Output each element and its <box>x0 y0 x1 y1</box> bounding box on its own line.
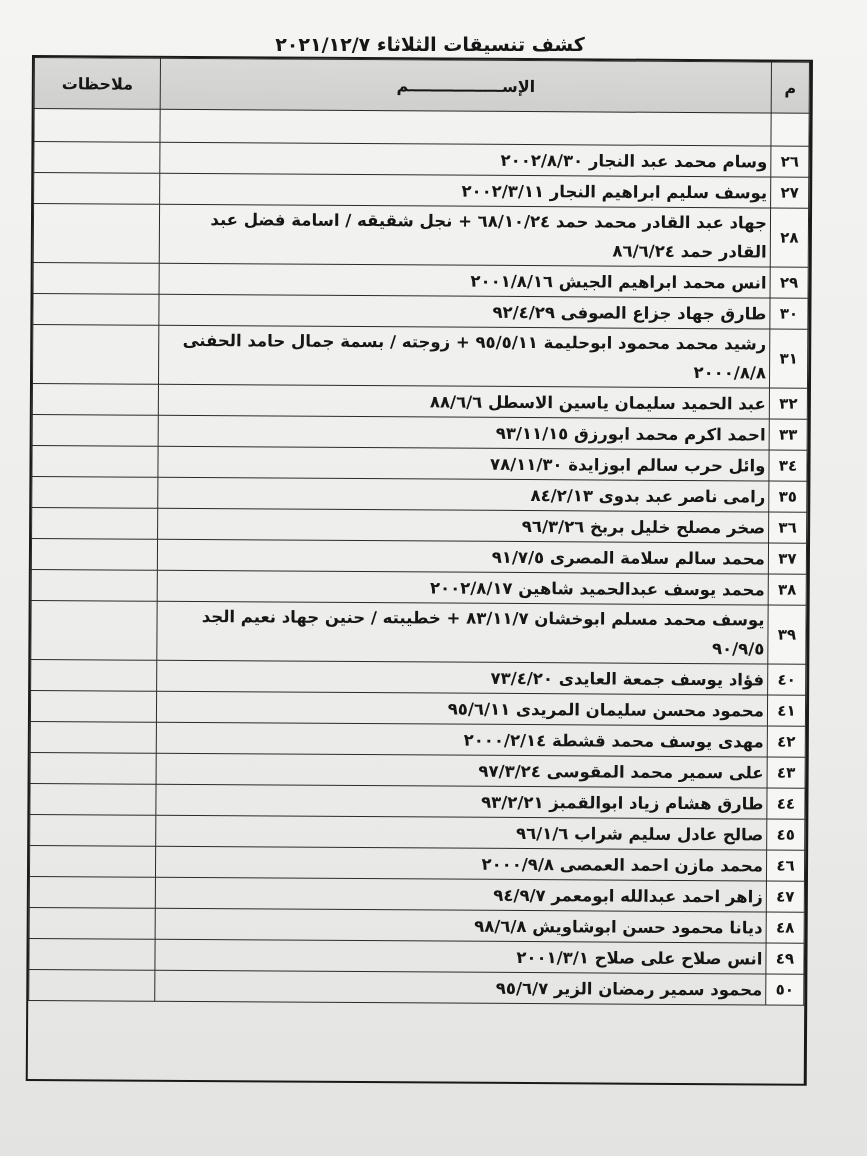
spacer-cell <box>771 113 809 146</box>
row-notes <box>33 204 160 264</box>
spacer-cell <box>34 109 160 143</box>
row-number: ٣٣ <box>769 419 807 450</box>
table-row <box>30 722 805 758</box>
table-row <box>31 539 806 575</box>
row-number: ٥٠ <box>766 974 804 1005</box>
row-notes <box>29 876 155 908</box>
row-name: وائل حرب سالم ابوزايدة ٧٨/١١/٣٠ <box>158 446 769 481</box>
row-name: ديانا محمود حسن ابوشاويش ٩٨/٦/٨ <box>155 908 766 943</box>
row-notes <box>30 784 156 816</box>
row-number: ٣٨ <box>768 574 806 605</box>
table-row <box>34 142 809 178</box>
row-notes <box>30 815 156 847</box>
row-number: ٤٨ <box>766 912 804 943</box>
row-number: ٢٩ <box>770 267 808 298</box>
row-notes <box>30 722 156 754</box>
row-name: جهاد عبد القادر محمد حمد ٦٨/١٠/٢٤ + نجل شقيقه / اسامة فضل عبد القادر حمد ٨٦/٦/٢٤ <box>159 204 770 267</box>
row-notes <box>30 753 156 785</box>
row-notes <box>34 173 160 205</box>
table-row <box>32 384 807 420</box>
row-notes <box>32 508 158 540</box>
row-name: زاهر احمد عبدالله ابومعمر ٩٤/٩/٧ <box>155 877 766 912</box>
table-row <box>29 969 804 1005</box>
row-notes <box>29 846 155 878</box>
table-row <box>31 570 806 606</box>
table-row <box>31 601 806 665</box>
row-number: ٤٤ <box>767 788 805 819</box>
row-notes <box>32 384 158 416</box>
table-row <box>30 815 805 851</box>
names-table <box>28 57 810 1006</box>
table-body <box>29 109 809 1006</box>
row-name: احمد اكرم محمد ابورزق ٩٣/١١/١٥ <box>158 415 769 450</box>
list-table-frame <box>26 55 813 1086</box>
row-name: محمود سمير رمضان الزير ٩٥/٦/٧ <box>155 970 766 1005</box>
row-notes <box>31 660 157 692</box>
row-number: ٤٥ <box>767 819 805 850</box>
row-name: على سمير محمد المقوسى ٩٧/٣/٢٤ <box>156 753 767 788</box>
table-row <box>33 294 808 330</box>
row-notes <box>31 570 157 602</box>
row-number: ٣٥ <box>769 481 807 512</box>
row-name: رامى ناصر عبد بدوى ٨٤/٢/١٣ <box>158 477 769 512</box>
row-name: انس محمد ابراهيم الجيش ٢٠٠١/٨/١٦ <box>159 263 770 298</box>
row-name: انس صلاح على صلاح ٢٠٠١/٣/١ <box>155 939 766 974</box>
row-number: ٣٠ <box>770 298 808 329</box>
row-number: ٣٤ <box>769 450 807 481</box>
row-notes <box>29 938 155 970</box>
row-number: ٤٢ <box>767 726 805 757</box>
spacer-cell <box>160 109 771 146</box>
table-row <box>29 846 804 882</box>
table-header-row <box>34 58 809 114</box>
row-number: ٢٧ <box>771 177 809 208</box>
row-notes <box>30 691 156 723</box>
row-name: صخر مصلح خليل بربخ ٩٦/٣/٢٦ <box>158 508 769 543</box>
table-row <box>30 753 805 789</box>
row-name: فؤاد يوسف جمعة العايدى ٧٣/٤/٢٠ <box>157 660 768 695</box>
row-notes <box>32 477 158 509</box>
row-name: وسام محمد عبد النجار ٢٠٠٢/٨/٣٠ <box>160 142 771 177</box>
header-notes: ملاحظات <box>34 58 160 110</box>
row-name: عبد الحميد سليمان ياسين الاسطل ٨٨/٦/٦ <box>158 384 769 419</box>
row-number: ٣٧ <box>768 543 806 574</box>
row-number: ٣٩ <box>768 605 806 664</box>
row-number: ٣٢ <box>769 388 807 419</box>
row-notes <box>29 907 155 939</box>
table-row <box>30 691 805 727</box>
table-row <box>34 173 809 209</box>
row-number: ٤٣ <box>767 757 805 788</box>
row-name: محمد سالم سلامة المصرى ٩١/٧/٥ <box>158 539 769 574</box>
table-row <box>32 415 807 451</box>
table-row <box>29 938 804 974</box>
table-row <box>31 660 806 696</box>
row-notes <box>33 263 159 295</box>
row-number: ٤١ <box>767 695 805 726</box>
row-name: صالح عادل سليم شراب ٩٦/١/٦ <box>156 815 767 850</box>
row-notes <box>32 415 158 447</box>
table-row <box>32 325 807 389</box>
row-number: ٤٠ <box>768 664 806 695</box>
table-row <box>30 784 805 820</box>
row-number: ٤٧ <box>766 881 804 912</box>
row-number: ٤٩ <box>766 943 804 974</box>
row-notes <box>31 601 158 661</box>
table-row <box>29 876 804 912</box>
row-number: ٣٦ <box>768 512 806 543</box>
row-number: ٢٨ <box>770 208 808 267</box>
table-row <box>33 263 808 299</box>
table-row <box>32 508 807 544</box>
table-row <box>33 204 808 268</box>
row-number: ٢٦ <box>771 146 809 177</box>
row-name: يوسف سليم ابراهيم النجار ٢٠٠٢/٣/١١ <box>160 173 771 208</box>
row-notes <box>34 142 160 174</box>
spacer-row <box>34 109 809 147</box>
row-name: يوسف محمد مسلم ابوخشان ٨٣/١١/٧ + خطيبته / حنين جهاد نعيم الجد ٩٠/٩/٥ <box>157 601 768 664</box>
row-name: محمود محسن سليمان المريدى ٩٥/٦/١١ <box>157 691 768 726</box>
table-row <box>32 446 807 482</box>
row-name: رشيد محمد محمود ابوحليمة ٩٥/٥/١١ + زوجته / بسمة جمال حامد الحفنى ٢٠٠٠/٨/٨ <box>159 325 770 388</box>
row-name: محمد يوسف عبدالحميد شاهين ٢٠٠٢/٨/١٧ <box>157 570 768 605</box>
table-row <box>29 907 804 943</box>
header-number: م <box>771 62 809 113</box>
row-notes <box>31 539 157 571</box>
table-row <box>32 477 807 513</box>
row-number: ٣١ <box>769 329 807 388</box>
header-name: الإســـــــــــــــــم <box>160 58 771 113</box>
row-name: طارق جهاد جزاع الصوفى ٩٢/٤/٢٩ <box>159 294 770 329</box>
row-notes <box>32 325 159 385</box>
row-name: طارق هشام زياد ابوالقمبز ٩٣/٢/٢١ <box>156 784 767 819</box>
row-name: محمد مازن احمد العمصى ٢٠٠٠/٩/٨ <box>156 846 767 881</box>
row-number: ٤٦ <box>766 850 804 881</box>
row-name: مهدى يوسف محمد قشطة ٢٠٠٠/٢/١٤ <box>156 722 767 757</box>
row-notes <box>33 294 159 326</box>
row-notes <box>32 446 158 478</box>
page-title: كشف تنسيقات الثلاثاء ٢٠٢١/١٢/٧ <box>275 34 585 56</box>
row-notes <box>29 969 155 1001</box>
